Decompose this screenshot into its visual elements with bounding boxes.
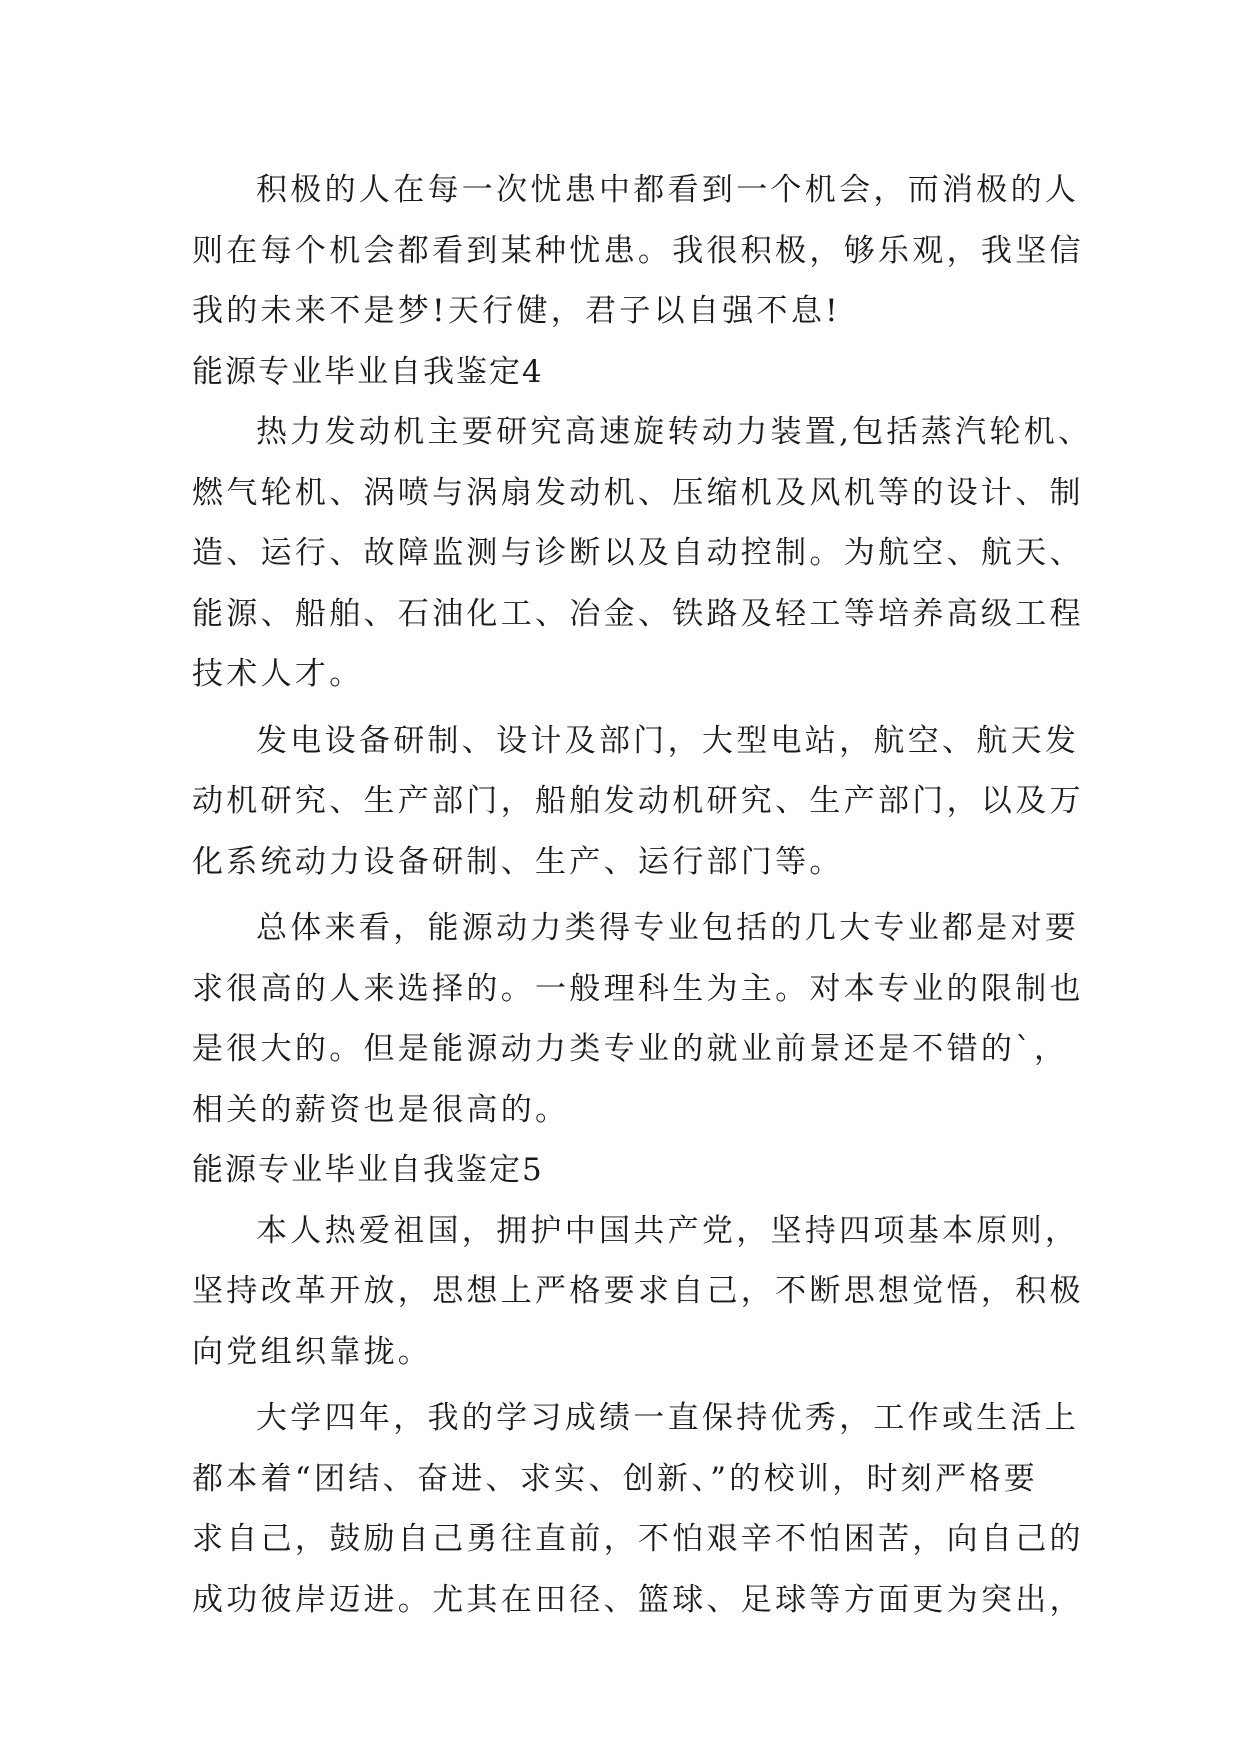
section-heading-4: 能源专业毕业自我鉴定4 <box>192 353 544 390</box>
paragraph-line: 本人热爱祖国，拥护中国共产党，坚持四项基本原则， <box>256 1212 1080 1249</box>
paragraph-line: 我的未来不是梦!天行健，君子以自强不息! <box>192 293 841 329</box>
paragraph-thermal-engines <box>192 402 1093 705</box>
paragraph-line: 坚持改革开放，思想上严格要求自己，不断思想觉悟，积极 <box>192 1273 1084 1309</box>
paragraph-line: 大学四年，我的学习成绩一直保持优秀，工作或生活上 <box>256 1400 1080 1436</box>
paragraph-line: 总体来看，能源动力类得专业包括的几大专业都是对要 <box>256 910 1080 946</box>
paragraph-line: 相关的薪资也是很高的。 <box>192 1091 570 1128</box>
paragraph-overview <box>192 898 1084 1140</box>
section-heading-5: 能源专业毕业自我鉴定5 <box>192 1152 544 1188</box>
paragraph-line: 发电设备研制、设计及部门，大型电站，航空、航天发 <box>256 722 1080 759</box>
paragraph-line: 积极的人在每一次忧患中都看到一个机会，而消极的人 <box>256 172 1080 208</box>
paragraph-line: 燃气轮机、涡喷与涡扇发动机、压缩机及风机等的设计、制 <box>192 474 1084 511</box>
paragraph-employment-sectors <box>192 711 1084 893</box>
document-page <box>192 160 1093 1630</box>
paragraph-line: 技术人才。 <box>192 656 364 692</box>
paragraph-line: 是很大的。但是能源动力类专业的就业前景还是不错的`， <box>192 1031 1069 1067</box>
paragraph-line: 都本着“团结、奋进、求实、创新、”的校训，时刻严格要 <box>192 1460 1038 1497</box>
paragraph-line: 动机研究、生产部门，船舶发动机研究、生产部门，以及万 <box>192 783 1084 819</box>
paragraph-line: 成功彼岸迈进。尤其在田径、篮球、足球等方面更为突出， <box>192 1581 1084 1618</box>
paragraph-political <box>192 1201 1084 1383</box>
paragraph-optimism <box>192 160 1084 342</box>
paragraph-line: 化系统动力设备研制、生产、运行部门等。 <box>192 843 844 880</box>
paragraph-line: 求自己，鼓励自己勇往直前，不怕艰辛不怕困苦，向自己的 <box>192 1521 1084 1557</box>
paragraph-line: 能源、船舶、石油化工、冶金、铁路及轻工等培养高级工程 <box>192 595 1084 632</box>
paragraph-line: 向党组织靠拢。 <box>192 1333 433 1370</box>
paragraph-line: 热力发动机主要研究高速旋转动力装置,包括蒸汽轮机、 <box>256 414 1093 450</box>
paragraph-university-years <box>192 1388 1084 1630</box>
paragraph-line: 求很高的人来选择的。一般理科生为主。对本专业的限制也 <box>192 970 1084 1007</box>
paragraph-line: 则在每个机会都看到某种忧患。我很积极，够乐观，我坚信 <box>192 232 1084 269</box>
paragraph-line: 造、运行、故障监测与诊断以及自动控制。为航空、航天、 <box>192 535 1084 571</box>
